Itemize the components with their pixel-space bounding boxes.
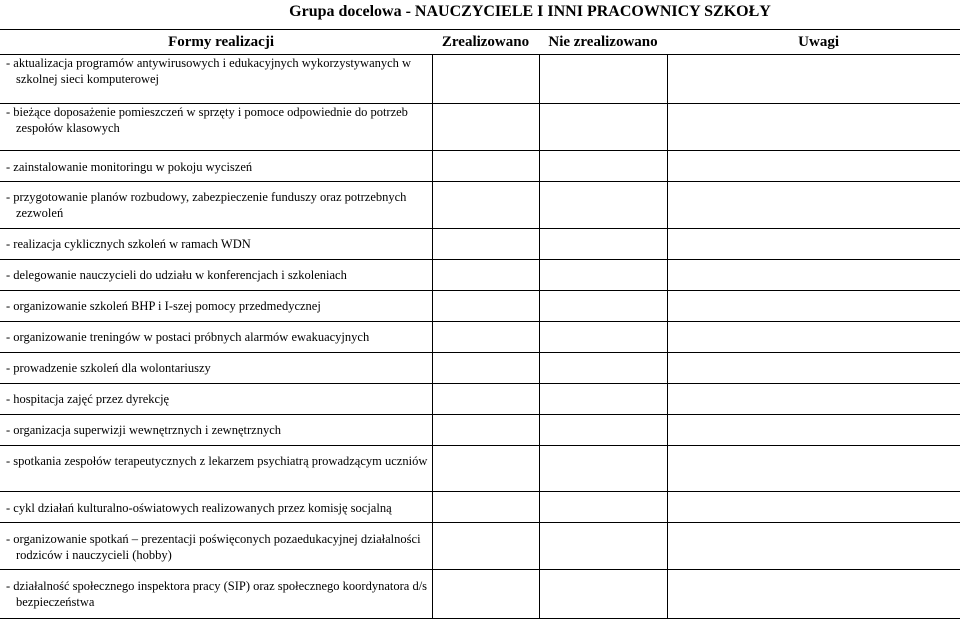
table-row: [0, 229, 960, 260]
activity-text: - organizacja superwizji wewnętrznych i zewnętrznych: [6, 423, 281, 437]
done-cell[interactable]: [432, 291, 539, 322]
notes-cell[interactable]: [667, 384, 960, 415]
form-cell: [0, 492, 432, 523]
table-row: [0, 353, 960, 384]
not-done-cell[interactable]: [539, 104, 667, 151]
table-row: [0, 291, 960, 322]
not-done-cell[interactable]: [539, 523, 667, 570]
page-title: Grupa docelowa - NAUCZYCIELE I INNI PRACOWNICY SZKOŁY: [289, 3, 771, 20]
table-row: [0, 260, 960, 291]
not-done-cell[interactable]: [539, 353, 667, 384]
table-row: [0, 415, 960, 446]
activity-text: - realizacja cyklicznych szkoleń w ramach WDN: [6, 237, 251, 251]
header-forms: Formy realizacji: [0, 30, 432, 55]
notes-cell[interactable]: [667, 291, 960, 322]
notes-cell[interactable]: [667, 523, 960, 570]
activity-text: - zainstalowanie monitoringu w pokoju wyciszeń: [6, 160, 253, 174]
activity-text: - przygotowanie planów rozbudowy, zabezpieczenie funduszy oraz potrzebnych zezwoleń: [6, 190, 407, 220]
done-cell[interactable]: [432, 523, 539, 570]
done-cell[interactable]: [432, 353, 539, 384]
activity-text: - bieżące doposażenie pomieszczeń w sprzęty i pomoce odpowiednie do potrzeb zespołów klasowych: [6, 105, 408, 135]
done-cell[interactable]: [432, 384, 539, 415]
table-row: [0, 322, 960, 353]
not-done-cell[interactable]: [539, 492, 667, 523]
done-cell[interactable]: [432, 570, 539, 619]
done-cell[interactable]: [432, 55, 539, 104]
activity-text: - organizowanie spotkań – prezentacji poświęconych pozaedukacyjnej działalności rodziców i nauczycieli (hobby): [6, 532, 421, 562]
header-not-done: Nie zrealizowano: [539, 30, 667, 55]
done-cell[interactable]: [432, 415, 539, 446]
notes-cell[interactable]: [667, 260, 960, 291]
done-cell[interactable]: [432, 151, 539, 182]
table-row: [0, 55, 960, 104]
form-cell: [0, 151, 432, 182]
notes-cell[interactable]: [667, 104, 960, 151]
notes-cell[interactable]: [667, 182, 960, 229]
activity-text: - działalność społecznego inspektora pracy (SIP) oraz społecznego koordynatora d/s bezpieczeństwa: [6, 579, 428, 609]
table-row: [0, 151, 960, 182]
activity-text: - cykl działań kulturalno-oświatowych realizowanych przez komisję socjalną: [6, 501, 392, 515]
not-done-cell[interactable]: [539, 322, 667, 353]
table-row: [0, 446, 960, 492]
notes-cell[interactable]: [667, 229, 960, 260]
not-done-cell[interactable]: [539, 55, 667, 104]
done-cell[interactable]: [432, 322, 539, 353]
form-cell: [0, 260, 432, 291]
form-cell: [0, 229, 432, 260]
not-done-cell[interactable]: [539, 260, 667, 291]
form-cell: [0, 291, 432, 322]
notes-cell[interactable]: [667, 446, 960, 492]
table-row: [0, 523, 960, 570]
notes-cell[interactable]: [667, 353, 960, 384]
form-cell: [0, 415, 432, 446]
notes-cell[interactable]: [667, 151, 960, 182]
header-notes: Uwagi: [667, 30, 960, 55]
done-cell[interactable]: [432, 260, 539, 291]
form-cell: [0, 570, 432, 619]
done-cell[interactable]: [432, 229, 539, 260]
activity-text: - prowadzenie szkoleń dla wolontariuszy: [6, 361, 211, 375]
form-cell: [0, 55, 432, 104]
activity-text: - delegowanie nauczycieli do udziału w konferencjach i szkoleniach: [6, 268, 347, 282]
not-done-cell[interactable]: [539, 415, 667, 446]
not-done-cell[interactable]: [539, 446, 667, 492]
not-done-cell[interactable]: [539, 182, 667, 229]
header-done: Zrealizowano: [432, 30, 539, 55]
notes-cell[interactable]: [667, 570, 960, 619]
activity-text: - hospitacja zajęć przez dyrekcję: [6, 392, 170, 406]
notes-cell[interactable]: [667, 492, 960, 523]
table-row: [0, 104, 960, 151]
done-cell[interactable]: [432, 104, 539, 151]
form-cell: [0, 446, 432, 492]
done-cell[interactable]: [432, 182, 539, 229]
done-cell[interactable]: [432, 446, 539, 492]
not-done-cell[interactable]: [539, 384, 667, 415]
table-row: [0, 492, 960, 523]
form-cell: [0, 523, 432, 570]
form-cell: [0, 104, 432, 151]
activity-text: - organizowanie treningów w postaci próbnych alarmów ewakuacyjnych: [6, 330, 370, 344]
not-done-cell[interactable]: [539, 570, 667, 619]
form-cell: [0, 182, 432, 229]
done-cell[interactable]: [432, 492, 539, 523]
not-done-cell[interactable]: [539, 229, 667, 260]
not-done-cell[interactable]: [539, 291, 667, 322]
notes-cell[interactable]: [667, 322, 960, 353]
form-cell: [0, 384, 432, 415]
form-cell: [0, 322, 432, 353]
notes-cell[interactable]: [667, 415, 960, 446]
form-cell: [0, 353, 432, 384]
notes-cell[interactable]: [667, 55, 960, 104]
not-done-cell[interactable]: [539, 151, 667, 182]
activity-text: - spotkania zespołów terapeutycznych z lekarzem psychiatrą prowadzącym uczniów: [6, 454, 428, 468]
table-header-row: [0, 30, 960, 55]
table-row: [0, 384, 960, 415]
table-row: [0, 182, 960, 229]
table-row: [0, 570, 960, 619]
activity-table: [0, 29, 960, 619]
activity-text: - organizowanie szkoleń BHP i I-szej pomocy przedmedycznej: [6, 299, 321, 313]
activity-text: - aktualizacja programów antywirusowych i edukacyjnych wykorzystywanych w szkolnej sieci komputerowej: [6, 56, 412, 86]
